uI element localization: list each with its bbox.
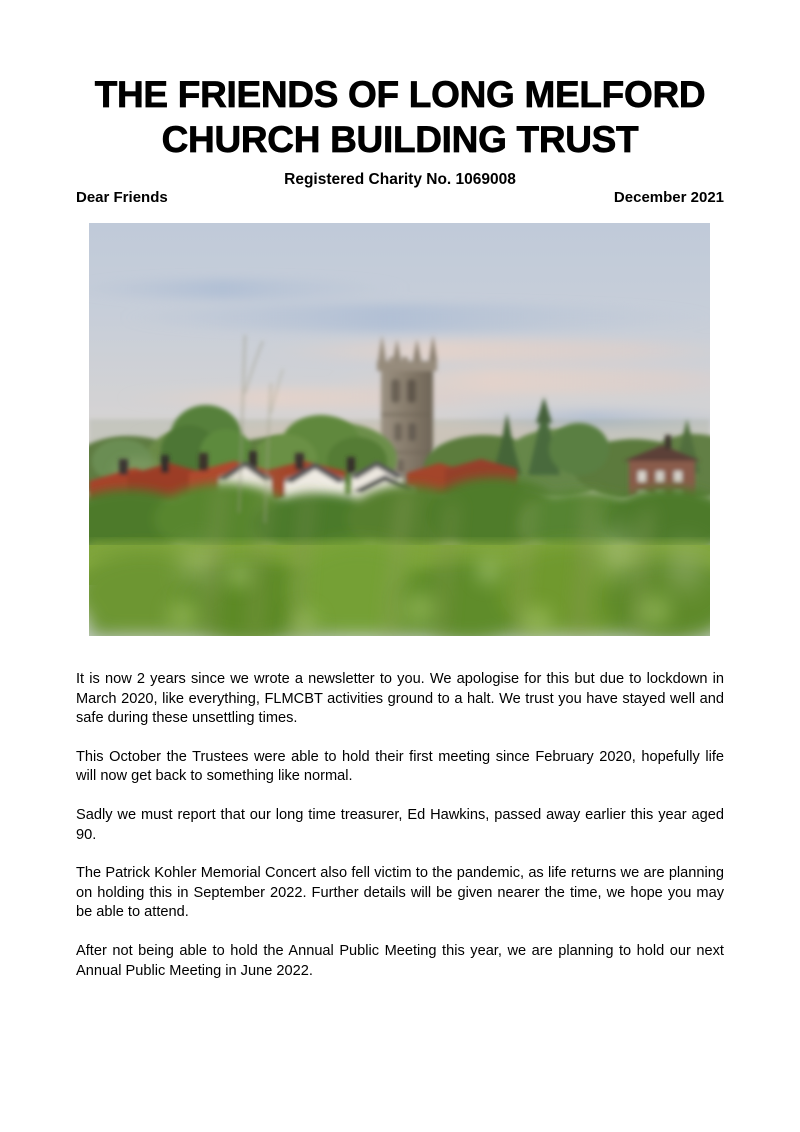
body-paragraph: After not being able to hold the Annual Public Meeting this year, we are planning to hold our next Annual Public Meeting in June 2022. <box>76 942 724 979</box>
salutation-row <box>76 189 724 206</box>
body-paragraph: This October the Trustees were able to hold their first meeting since February 2020, hopefully life will now get back to something like normal. <box>76 748 724 785</box>
letter-date: December 2021 <box>613 189 724 206</box>
org-title-line-2: CHURCH BUILDING TRUST <box>161 119 639 160</box>
letterhead <box>0 72 800 190</box>
body-paragraph: The Patrick Kohler Memorial Concert also fell victim to the pandemic, as life returns we are planning on holding this in September 2022. Further details will be given nearer the time, we hope you may be able to attend. <box>76 865 724 921</box>
page-title <box>70 72 730 162</box>
letter-body <box>76 670 724 981</box>
org-title-line-1: THE FRIENDS OF LONG MELFORD <box>94 74 706 115</box>
salutation: Dear Friends <box>76 189 168 206</box>
charity-registration-line: Registered Charity No. 1069008 <box>284 171 516 188</box>
village-church-photograph <box>89 223 710 636</box>
body-paragraph: Sadly we must report that our long time treasurer, Ed Hawkins, passed away earlier this year aged 90. <box>76 806 724 843</box>
body-paragraph: It is now 2 years since we wrote a newsletter to you. We apologise for this but due to lockdown in March 2020, like everything, FLMCBT activities ground to a halt. We trust you have stayed well and safe during these unsettling times. <box>76 671 724 727</box>
